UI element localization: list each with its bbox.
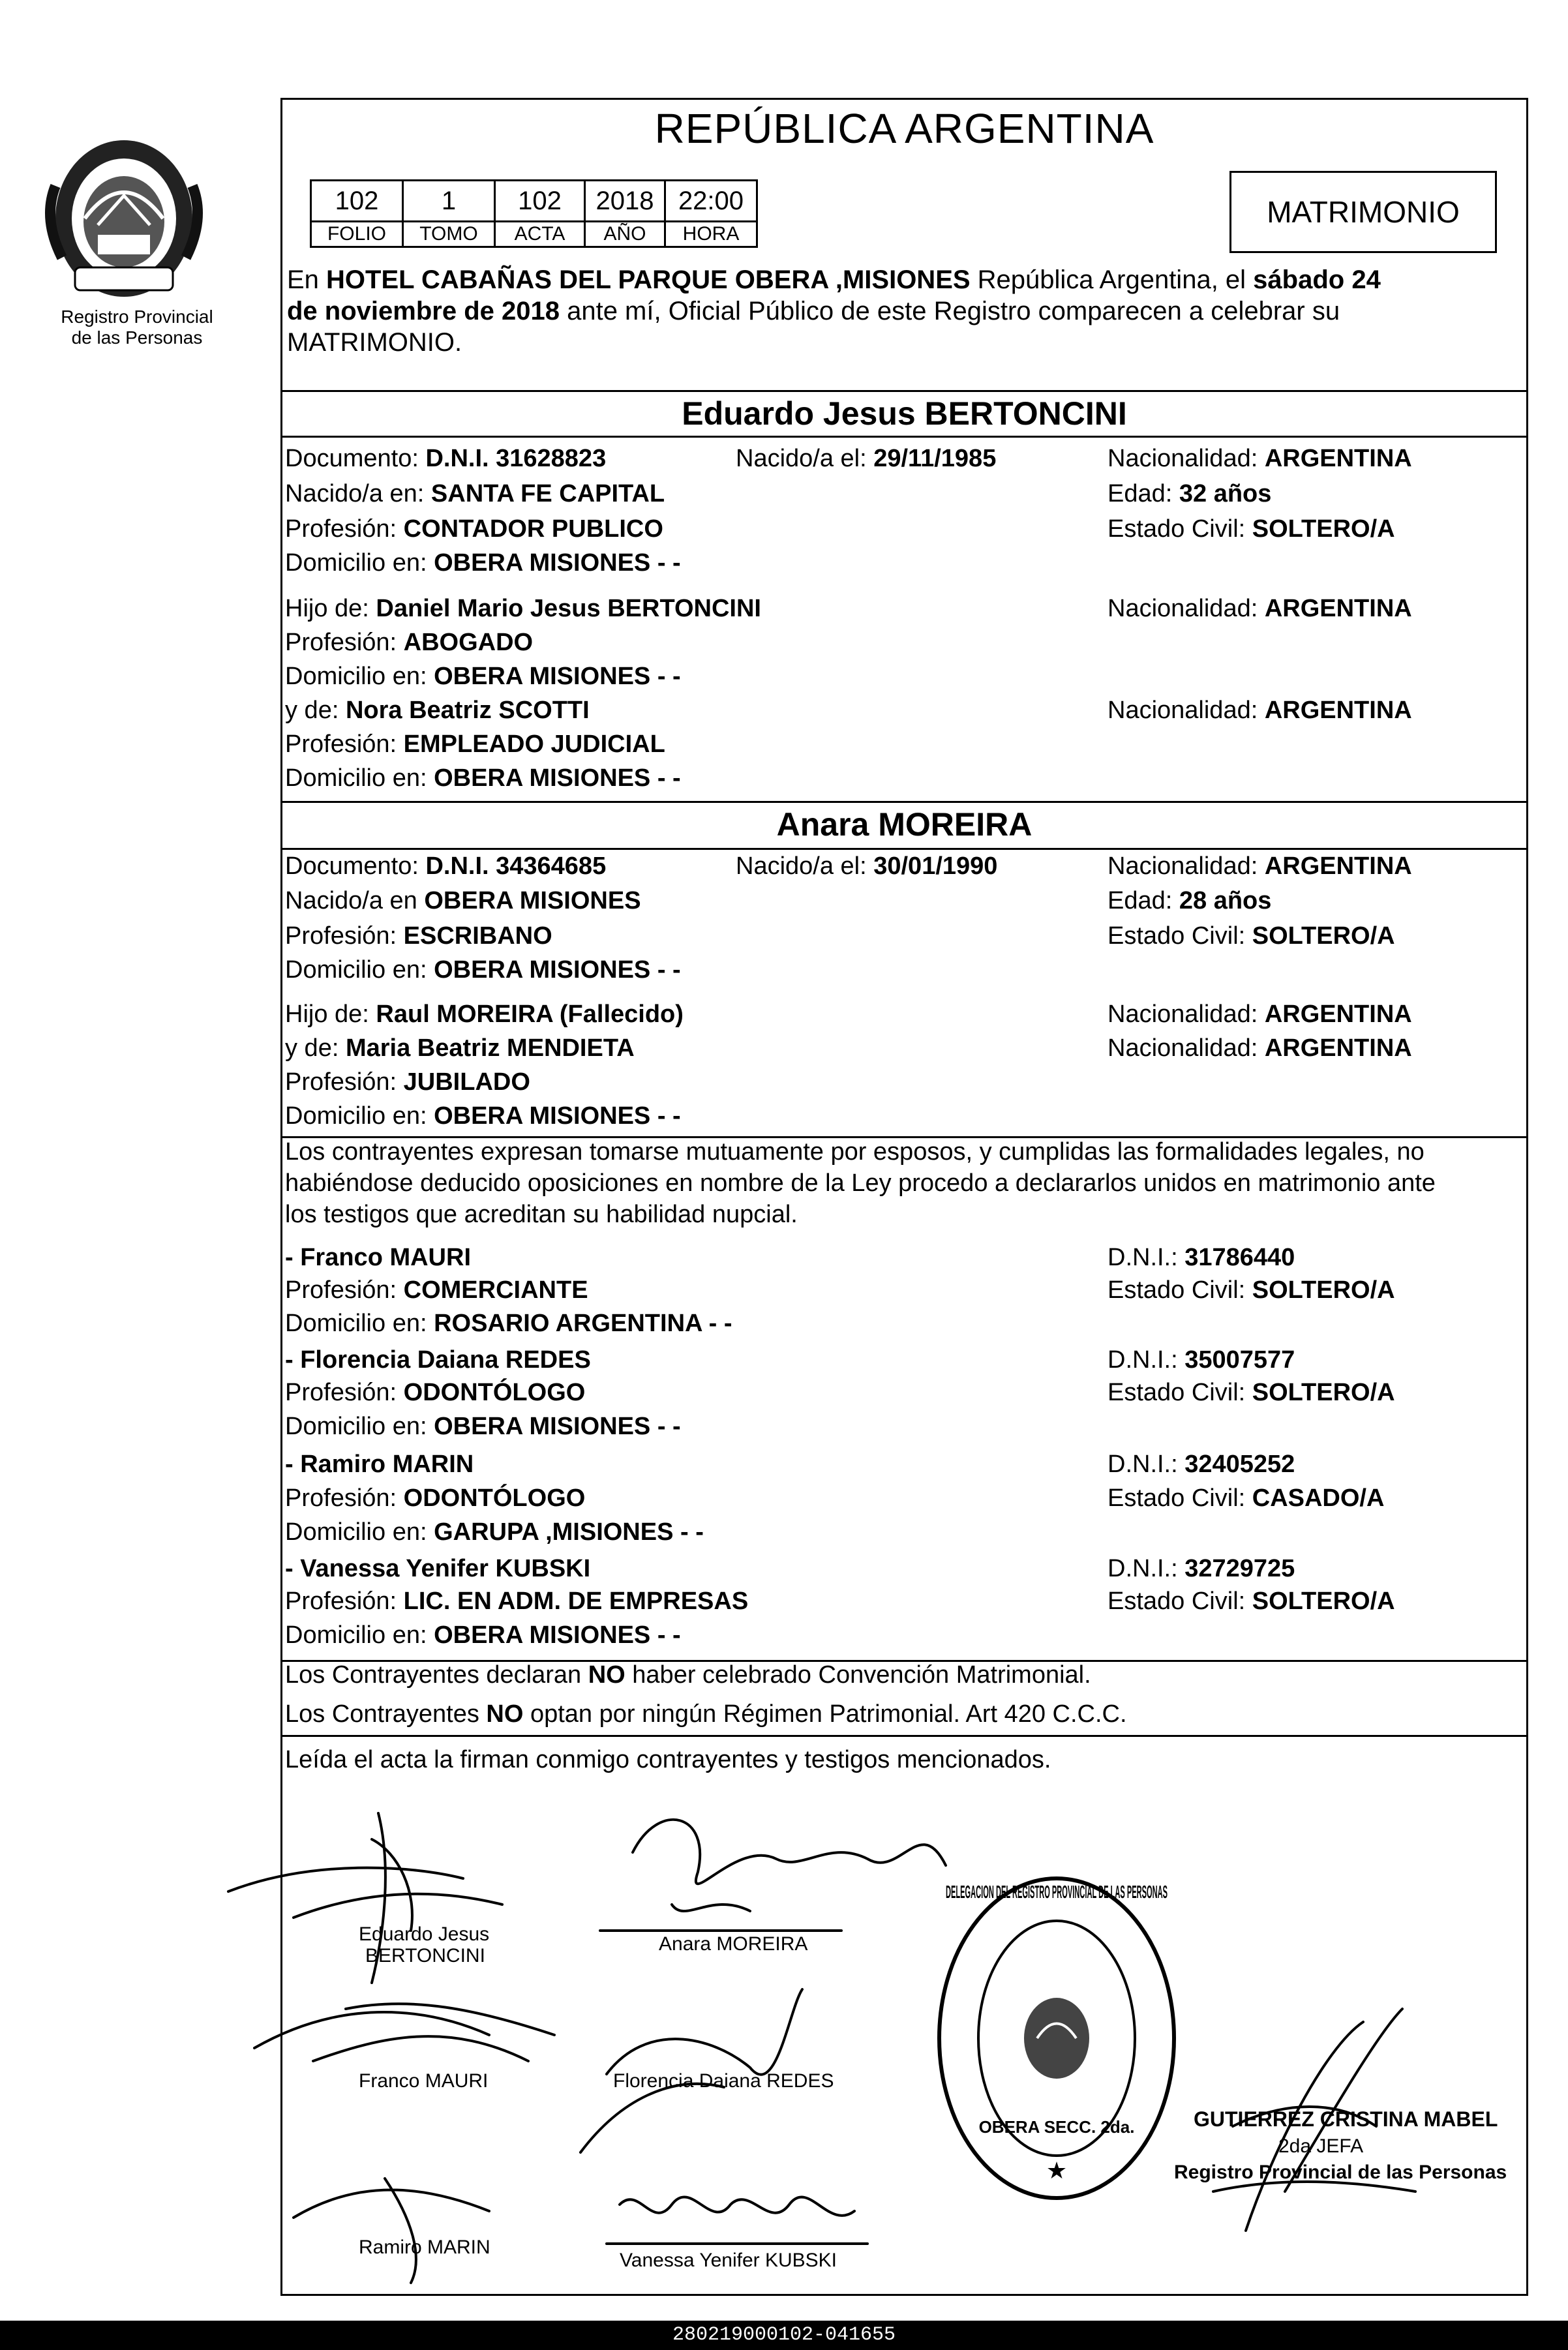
signature-party2 bbox=[633, 1820, 946, 1911]
label: D.N.I.: bbox=[1108, 1451, 1185, 1478]
declaration-paragraph bbox=[285, 1136, 1524, 1230]
party1-father-nat: ARGENTINA bbox=[1264, 595, 1412, 622]
party1-mother-prof: EMPLEADO JUDICIAL bbox=[403, 731, 665, 758]
registry-line2: de las Personas bbox=[71, 327, 203, 348]
declaration-line: habiéndose deducido oposiciones en nombre de la Ley procedo a declararlos unidos en matrimonio ante bbox=[285, 1169, 1436, 1197]
registry-reference-table bbox=[310, 179, 758, 248]
label: D.N.I.: bbox=[1108, 1244, 1185, 1271]
witness4-name: - Vanessa Yenifer KUBSKI bbox=[285, 1555, 591, 1582]
label: y de: bbox=[285, 1034, 346, 1062]
party1-born: 29/11/1985 bbox=[873, 445, 997, 472]
label: Nacionalidad: bbox=[1108, 1001, 1265, 1028]
label: Estado Civil: bbox=[1108, 1588, 1252, 1615]
registry-line1: Registro Provincial bbox=[61, 307, 213, 327]
official-role: 2da JEFA bbox=[1278, 2135, 1364, 2157]
registry-name bbox=[39, 307, 235, 348]
label: Hijo de: bbox=[285, 595, 376, 622]
party1-birthplace: SANTA FE CAPITAL bbox=[430, 480, 665, 507]
official-name: GUTIERREZ CRISTINA MABEL bbox=[1194, 2107, 1498, 2131]
intro-text: MATRIMONIO. bbox=[287, 328, 462, 357]
label: Nacido/a en: bbox=[285, 480, 431, 507]
sig-label-witness4: Vanessa Yenifer KUBSKI bbox=[620, 2250, 837, 2271]
divider bbox=[280, 801, 1528, 803]
label: Estado Civil: bbox=[1108, 922, 1252, 950]
witness3-name: - Ramiro MARIN bbox=[285, 1451, 474, 1478]
intro-paragraph bbox=[287, 264, 1526, 358]
official-stamp bbox=[933, 1872, 1181, 2205]
hora-value: 22:00 bbox=[665, 181, 757, 222]
label: Documento: bbox=[285, 445, 426, 472]
convention-text: Los Contrayentes declaran bbox=[285, 1661, 588, 1689]
party2-mother: Maria Beatriz MENDIETA bbox=[345, 1034, 635, 1062]
witness4-dni: 32729725 bbox=[1184, 1555, 1295, 1582]
label: Profesión: bbox=[285, 731, 404, 758]
acta-value: 102 bbox=[495, 181, 585, 222]
party2-age: 28 años bbox=[1179, 887, 1272, 914]
party2-father-nat: ARGENTINA bbox=[1264, 1001, 1412, 1028]
stamp-inner-text: OBERA SECC. 2da. bbox=[978, 2117, 1135, 2137]
label: Estado Civil: bbox=[1108, 1276, 1252, 1304]
sig-label-witness2: Florencia Daiana REDES bbox=[613, 2070, 834, 2092]
label: Nacionalidad: bbox=[1108, 1034, 1265, 1062]
party2-mother-prof: JUBILADO bbox=[403, 1068, 530, 1096]
label: Nacido/a el: bbox=[736, 445, 874, 472]
party1-prof: CONTADOR PUBLICO bbox=[403, 515, 663, 543]
intro-text: República Argentina, el bbox=[970, 265, 1254, 294]
folio-value: 102 bbox=[311, 181, 403, 222]
witness1-addr: ROSARIO ARGENTINA - - bbox=[434, 1310, 732, 1337]
label: Profesión: bbox=[285, 1276, 404, 1304]
label: Nacionalidad: bbox=[1108, 445, 1265, 472]
label: y de: bbox=[285, 697, 346, 724]
party2-prof: ESCRIBANO bbox=[403, 922, 552, 950]
official-office: Registro Provincial de las Personas bbox=[1174, 2162, 1507, 2183]
sig-label-witness3: Ramiro MARIN bbox=[359, 2237, 490, 2258]
label: Estado Civil: bbox=[1108, 1379, 1252, 1406]
party1-doc: D.N.I. 31628823 bbox=[425, 445, 607, 472]
sig-label-party1b: BERTONCINI bbox=[365, 1945, 485, 1966]
witness4-civil: SOLTERO/A bbox=[1252, 1588, 1395, 1615]
witness2-dni: 35007577 bbox=[1184, 1346, 1295, 1374]
witness1-civil: SOLTERO/A bbox=[1252, 1276, 1395, 1304]
witness2-civil: SOLTERO/A bbox=[1252, 1379, 1395, 1406]
label: Edad: bbox=[1108, 480, 1179, 507]
party2-doc: D.N.I. 34364685 bbox=[425, 852, 607, 880]
label: Profesión: bbox=[285, 1068, 404, 1096]
party1-father-addr: OBERA MISIONES - - bbox=[434, 663, 681, 690]
tomo-value: 1 bbox=[403, 181, 495, 222]
label: Nacido/a en bbox=[285, 887, 425, 914]
witness3-prof: ODONTÓLOGO bbox=[403, 1484, 586, 1512]
witness2-name: - Florencia Daiana REDES bbox=[285, 1346, 591, 1374]
witness4-prof: LIC. EN ADM. DE EMPRESAS bbox=[403, 1588, 749, 1615]
ceremony-date: sábado 24 bbox=[1253, 265, 1381, 294]
act-type-box: MATRIMONIO bbox=[1229, 171, 1497, 253]
label: Domicilio en: bbox=[285, 1413, 434, 1440]
party2-name: Anara MOREIRA bbox=[776, 806, 1033, 843]
label: Profesión: bbox=[285, 1588, 404, 1615]
label: Domicilio en: bbox=[285, 1518, 434, 1546]
divider bbox=[280, 1735, 1528, 1737]
tomo-label: TOMO bbox=[403, 222, 495, 247]
label: Estado Civil: bbox=[1108, 1484, 1252, 1512]
signatures-area bbox=[215, 1761, 1520, 2296]
signature-witness3 bbox=[294, 2178, 489, 2283]
convention-text: haber celebrado Convención Matrimonial. bbox=[625, 1661, 1091, 1689]
party2-mother-nat: ARGENTINA bbox=[1264, 1034, 1412, 1062]
anio-label: AÑO bbox=[585, 222, 665, 247]
convention-no: NO bbox=[588, 1661, 626, 1689]
label: Nacionalidad: bbox=[1108, 595, 1265, 622]
party1-civil: SOLTERO/A bbox=[1252, 515, 1395, 543]
regime-no: NO bbox=[486, 1700, 524, 1728]
party1-nat: ARGENTINA bbox=[1264, 445, 1412, 472]
witness4-addr: OBERA MISIONES - - bbox=[434, 1621, 681, 1649]
sig-label-witness1: Franco MAURI bbox=[359, 2070, 489, 2092]
label: Profesión: bbox=[285, 922, 404, 950]
party2-mother-addr: OBERA MISIONES - - bbox=[434, 1102, 681, 1130]
label: Documento: bbox=[285, 852, 426, 880]
declaration-line: los testigos que acreditan su habilidad nupcial. bbox=[285, 1201, 798, 1228]
party2-nat: ARGENTINA bbox=[1264, 852, 1412, 880]
closing-statement: Leída el acta la firman conmigo contrayentes y testigos mencionados. bbox=[285, 1746, 1051, 1773]
party1-age: 32 años bbox=[1179, 480, 1272, 507]
party1-addr: OBERA MISIONES - - bbox=[434, 549, 681, 577]
hora-label: HORA bbox=[665, 222, 757, 247]
party2-born: 30/01/1990 bbox=[873, 852, 998, 880]
document-id-footer: 280219000102-041655 bbox=[0, 2321, 1568, 2350]
witness1-name: - Franco MAURI bbox=[285, 1244, 471, 1271]
divider bbox=[280, 390, 1528, 392]
ceremony-place: HOTEL CABAÑAS DEL PARQUE OBERA ,MISIONES bbox=[326, 265, 971, 294]
witness3-dni: 32405252 bbox=[1184, 1451, 1295, 1478]
ceremony-date: de noviembre de 2018 bbox=[287, 297, 560, 325]
party2-addr: OBERA MISIONES - - bbox=[434, 956, 681, 984]
intro-text: ante mí, Oficial Público de este Registro comparecen a celebrar su bbox=[559, 297, 1340, 325]
regime-text: optan por ningún Régimen Patrimonial. Art 420 C.C.C. bbox=[523, 1700, 1127, 1728]
signature-witness4 bbox=[620, 2197, 854, 2215]
party2-father: Raul MOREIRA (Fallecido) bbox=[376, 1001, 684, 1028]
party1-mother-nat: ARGENTINA bbox=[1264, 697, 1412, 724]
anio-value: 2018 bbox=[585, 181, 665, 222]
label: Profesión: bbox=[285, 1379, 404, 1406]
party1-name: Eduardo Jesus BERTONCINI bbox=[682, 395, 1127, 432]
divider bbox=[280, 436, 1528, 438]
witness3-addr: GARUPA ,MISIONES - - bbox=[434, 1518, 704, 1546]
label: Nacido/a el: bbox=[736, 852, 874, 880]
party1-father: Daniel Mario Jesus BERTONCINI bbox=[376, 595, 761, 622]
label: Domicilio en: bbox=[285, 956, 434, 984]
witness2-prof: ODONTÓLOGO bbox=[403, 1379, 586, 1406]
party2-birthplace: OBERA MISIONES bbox=[424, 887, 641, 914]
regime-text: Los Contrayentes bbox=[285, 1700, 487, 1728]
party2-civil: SOLTERO/A bbox=[1252, 922, 1395, 950]
label: Edad: bbox=[1108, 887, 1179, 914]
label: Profesión: bbox=[285, 515, 404, 543]
sig-label-party2: Anara MOREIRA bbox=[659, 1933, 808, 1955]
label: Domicilio en: bbox=[285, 1621, 434, 1649]
label: Domicilio en: bbox=[285, 1310, 434, 1337]
label: Estado Civil: bbox=[1108, 515, 1252, 543]
label: Domicilio en: bbox=[285, 663, 434, 690]
divider bbox=[280, 848, 1528, 850]
label: Domicilio en: bbox=[285, 764, 434, 792]
label: D.N.I.: bbox=[1108, 1346, 1185, 1374]
label: Hijo de: bbox=[285, 1001, 376, 1028]
label: D.N.I.: bbox=[1108, 1555, 1185, 1582]
label: Domicilio en: bbox=[285, 1102, 434, 1130]
document-title: REPÚBLICA ARGENTINA bbox=[654, 105, 1154, 152]
label: Nacionalidad: bbox=[1108, 697, 1265, 724]
declaration-line: Los contrayentes expresan tomarse mutuamente por esposos, y cumplidas las formalidades legales, no bbox=[285, 1138, 1425, 1166]
party1-father-prof: ABOGADO bbox=[403, 629, 534, 656]
label: Domicilio en: bbox=[285, 549, 434, 577]
acta-label: ACTA bbox=[495, 222, 585, 247]
label: Profesión: bbox=[285, 1484, 404, 1512]
witness1-prof: COMERCIANTE bbox=[403, 1276, 588, 1304]
label: Nacionalidad: bbox=[1108, 852, 1265, 880]
witness1-dni: 31786440 bbox=[1184, 1244, 1295, 1271]
intro-text: En bbox=[287, 265, 327, 294]
witness2-addr: OBERA MISIONES - - bbox=[434, 1413, 681, 1440]
stamp-outer-text: DELEGACION DEL REGISTRO PROVINCIAL DE LAS PERSONAS bbox=[946, 1882, 1168, 1902]
party1-mother-addr: OBERA MISIONES - - bbox=[434, 764, 681, 792]
sig-label-party1a: Eduardo Jesus bbox=[359, 1923, 490, 1945]
label: Profesión: bbox=[285, 629, 404, 656]
signature-witness1 bbox=[254, 2004, 554, 2061]
province-seal-logo bbox=[36, 127, 212, 310]
star-icon: ★ bbox=[1046, 2157, 1068, 2184]
witness3-civil: CASADO/A bbox=[1252, 1484, 1385, 1512]
party1-mother: Nora Beatriz SCOTTI bbox=[345, 697, 590, 724]
folio-label: FOLIO bbox=[311, 222, 403, 247]
